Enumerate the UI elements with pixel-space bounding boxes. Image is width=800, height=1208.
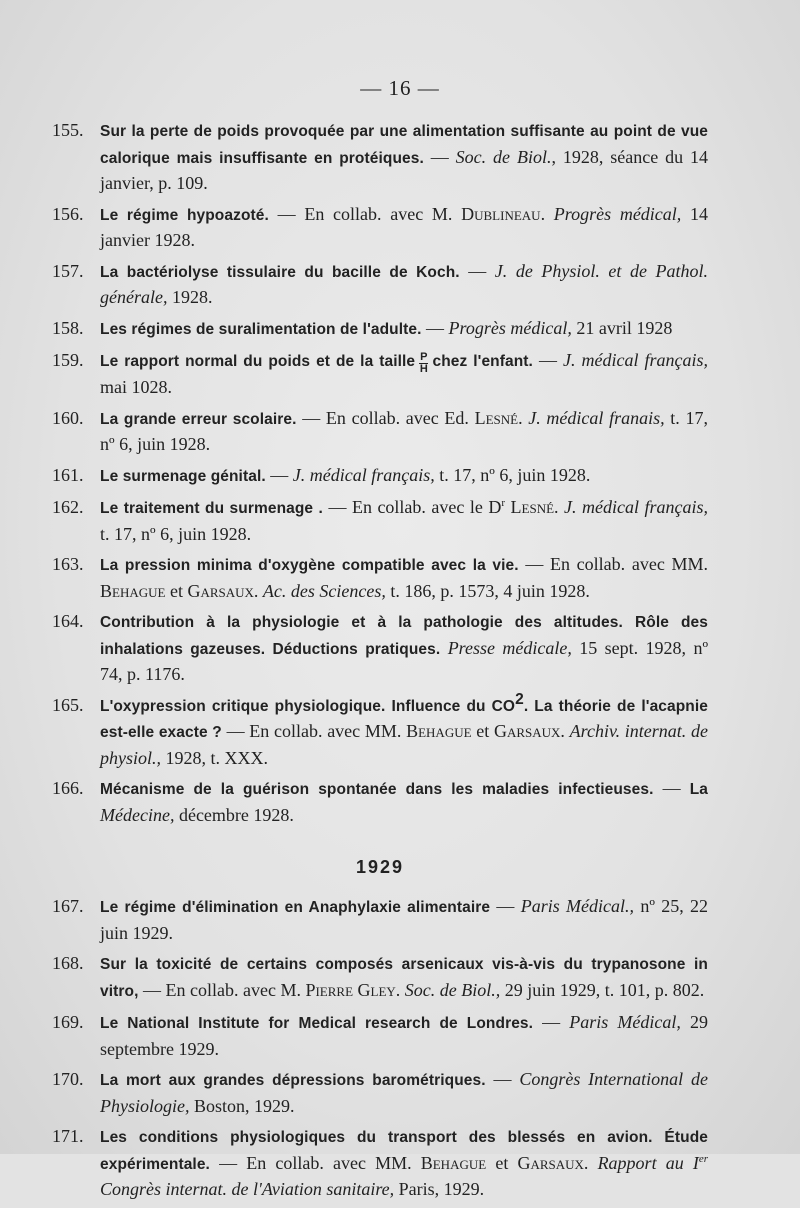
entry-title: Contribution à la physiologie et à la pathologie des altitudes. Rôle des inhalations gazeuses. Déductions pratiques. — [100, 614, 708, 658]
entry-number: 164. — [52, 611, 84, 631]
entry-number: 167. — [52, 896, 84, 916]
entry-171: 171. Les conditions physiologiques du transport des blessés en avion. Étude expérimentale. — En collab. avec MM. Behague et Garsaux. Rapport au Ier Congrès internat. de l'Aviation sanitaire, Paris, 1929. — [52, 1126, 709, 1199]
entry-number: 168. — [52, 953, 84, 973]
entry-170: 170. La mort aux grandes dépressions barométriques. — Congrès International de Physiologie, Boston, 1929. — [52, 1069, 708, 1116]
entry-title: Le rapport normal du poids et de la taille — [100, 353, 416, 370]
journal: J. médical français, — [292, 464, 435, 485]
journal: Ac. des Sciences, — [262, 580, 386, 601]
entry-title: Les régimes de suralimentation de l'adulte. — [100, 320, 422, 338]
entry-number: 157. — [52, 260, 84, 281]
journal: J. médical français, — [564, 497, 709, 517]
author-name: Pierre Gley — [305, 979, 396, 1000]
entry-title: Mécanisme de la guérison spontanée dans les maladies infectieuses. — [100, 781, 654, 798]
journal: J. médical français, — [563, 350, 708, 370]
author-name: Behague — [420, 1152, 487, 1173]
entry-number: 166. — [52, 778, 84, 798]
bibliography-list — [52, 118, 708, 1208]
entry-167: 167. Le régime d'élimination en Anaphylaxie alimentaire — Paris Médical., nº 25, 22 juin 1929. — [52, 896, 709, 943]
entry-159: 159. Le rapport normal du poids et de la taille $\frac{P}{H}$ chez l'enfant. — J. médical français, mai 1028. — [52, 350, 708, 397]
entry-title: Sur la perte de poids provoquée par une alimentation suffisante au point de vue calorique mais insuffisante en protéiques. — [100, 123, 708, 167]
author-name: Behague — [406, 721, 472, 741]
entry-title: La mort aux grandes dépressions barométriques. — [100, 1072, 486, 1089]
entry-number: 163. — [52, 554, 84, 574]
journal: Paris Médical., — [520, 896, 635, 916]
journal: Progrès médical, — [448, 317, 572, 338]
entry-title: La bactériolyse tissulaire du bacille de Koch. — [100, 263, 460, 281]
entry-title: Le régime d'élimination en Anaphylaxie alimentaire — [100, 899, 491, 916]
entry-number: 156. — [52, 203, 84, 224]
entry-165: 165. L'oxypression critique physiologique. Influence du $CO^2$. La théorie de l'acapnie est-elle exacte ? — En collab. avec MM. Behague et Garsaux. Archiv. internat. de physiol., 1928, t. XXX. — [52, 690, 709, 768]
entry-title: La pression minima d'oxygène compatible avec la vie. — [100, 557, 519, 574]
entry-title: Sur la toxicité de certains composés arsenicaux vis-à-vis du trypanosone in vitro, — [100, 956, 708, 1000]
entry-number: 171. — [52, 1126, 84, 1146]
author-name: Lesné — [474, 407, 519, 428]
author-name: Garsaux — [517, 1152, 584, 1173]
entry-number: 160. — [52, 407, 84, 428]
author-name: Behague — [100, 580, 166, 601]
entry-number: 170. — [52, 1069, 84, 1089]
entry-163: 163. La pression minima d'oxygène compatible avec la vie. — En collab. avec MM. Behague et Garsaux. Ac. des Sciences, t. 186, p. 1573, 4 juin 1928. — [52, 554, 708, 601]
entry-164: 164. Contribution à la physiologie et à la pathologie des altitudes. Rôle des inhalations gazeuses. Déductions pratiques. Presse médicale, 15 sept. 1928, nº 74, p. 1176. — [52, 611, 709, 684]
entry-156: 156. Le régime hypoazoté. — En collab. avec M. Dublineau. Progrès médical, 14 janvier 1928. — [52, 203, 709, 250]
fraction-p-over-h: $\frac{P}{H}$ — [419, 351, 428, 375]
entry-title: Le régime hypoazoté. — [100, 206, 269, 224]
entry-title: L'oxypression critique physiologique. Influence du CO — [100, 697, 516, 715]
entry-161: 161. Le surmenage génital. — J. médical français, t. 17, nº 6, juin 1928. — [52, 463, 708, 490]
entry-169: 169. Le National Institute for Medical research de Londres. — Paris Médical, 29 septembre 1929. — [52, 1012, 709, 1059]
entry-168: 168. Sur la toxicité de certains composés arsenicaux vis-à-vis du trypanosone in vitro, — En collab. avec M. Pierre Gley. Soc. de Biol., 29 juin 1929, t. 101, p. 802. — [52, 953, 708, 1000]
entry-162: 162. Le traitement du surmenage . — En collab. avec le $D^r$ Lesné. J. médical français, t. 17, nº 6, juin 1928. — [52, 497, 709, 544]
journal: Congrès International de Physiologie, — [100, 1069, 708, 1116]
entry-number: 169. — [52, 1012, 84, 1032]
page-number: — 16 — — [360, 76, 440, 100]
journal: Presse médicale, — [447, 637, 572, 658]
entry-number: 161. — [52, 464, 84, 485]
entry-157: 157. La bactériolyse tissulaire du bacille de Koch. — J. de Physiol. et de Pathol. générale, 1928. — [52, 260, 708, 307]
journal: Progrès médical, — [553, 203, 682, 224]
entry-number: 162. — [52, 497, 84, 517]
journal: Soc. de Biol. — [455, 146, 552, 167]
entry-155: 155. Sur la perte de poids provoquée par une alimentation suffisante au point de vue calorique mais insuffisante en protéiques. — Soc. de Biol., 1928, séance du 14 janvier, p. 109. — [52, 120, 709, 193]
author-name: Garsaux — [493, 721, 561, 741]
entry-title: Le National Institute for Medical research de Londres. — [100, 1015, 534, 1032]
journal: Archiv. internat. de physiol., — [100, 721, 709, 768]
year-heading: 1929 — [355, 857, 405, 877]
entry-title: Le surmenage génital. — [100, 467, 266, 485]
journal: Rapport au I — [597, 1152, 699, 1173]
journal: Médecine, — [100, 804, 175, 825]
author-name: Dublineau — [461, 203, 541, 224]
journal: Paris Médical, — [569, 1012, 681, 1032]
author-name: Lesné — [510, 497, 555, 517]
entry-title: Le traitement du surmenage . — [100, 500, 323, 517]
entry-title: La grande erreur scolaire. — [100, 410, 297, 428]
entry-number: 165. — [52, 694, 84, 715]
entry-number: 159. — [52, 350, 84, 370]
journal: J. de Physiol. et de Pathol. générale, — [100, 260, 708, 307]
journal: J. médical franais, — [528, 407, 665, 428]
entry-number: 155. — [52, 120, 84, 140]
entry-166: 166. Mécanisme de la guérison spontanée dans les maladies infectieuses. — La Médecine, décembre 1928. — [52, 778, 709, 825]
journal: Soc. de Biol., — [404, 979, 501, 1000]
author-name: Garsaux — [187, 580, 254, 601]
entry-160: 160. La grande erreur scolaire. — En collab. avec Ed. Lesné. J. médical franais, t. 17, nº 6, juin 1928. — [52, 407, 708, 454]
entry-158: 158. Les régimes de suralimentation de l'adulte. — Progrès médical, 21 avril 1928 — [52, 316, 708, 343]
entry-title: Les conditions physiologiques du transport des blessés en avion. Étude expérimentale. — [100, 1129, 708, 1173]
entry-number: 158. — [52, 317, 84, 338]
